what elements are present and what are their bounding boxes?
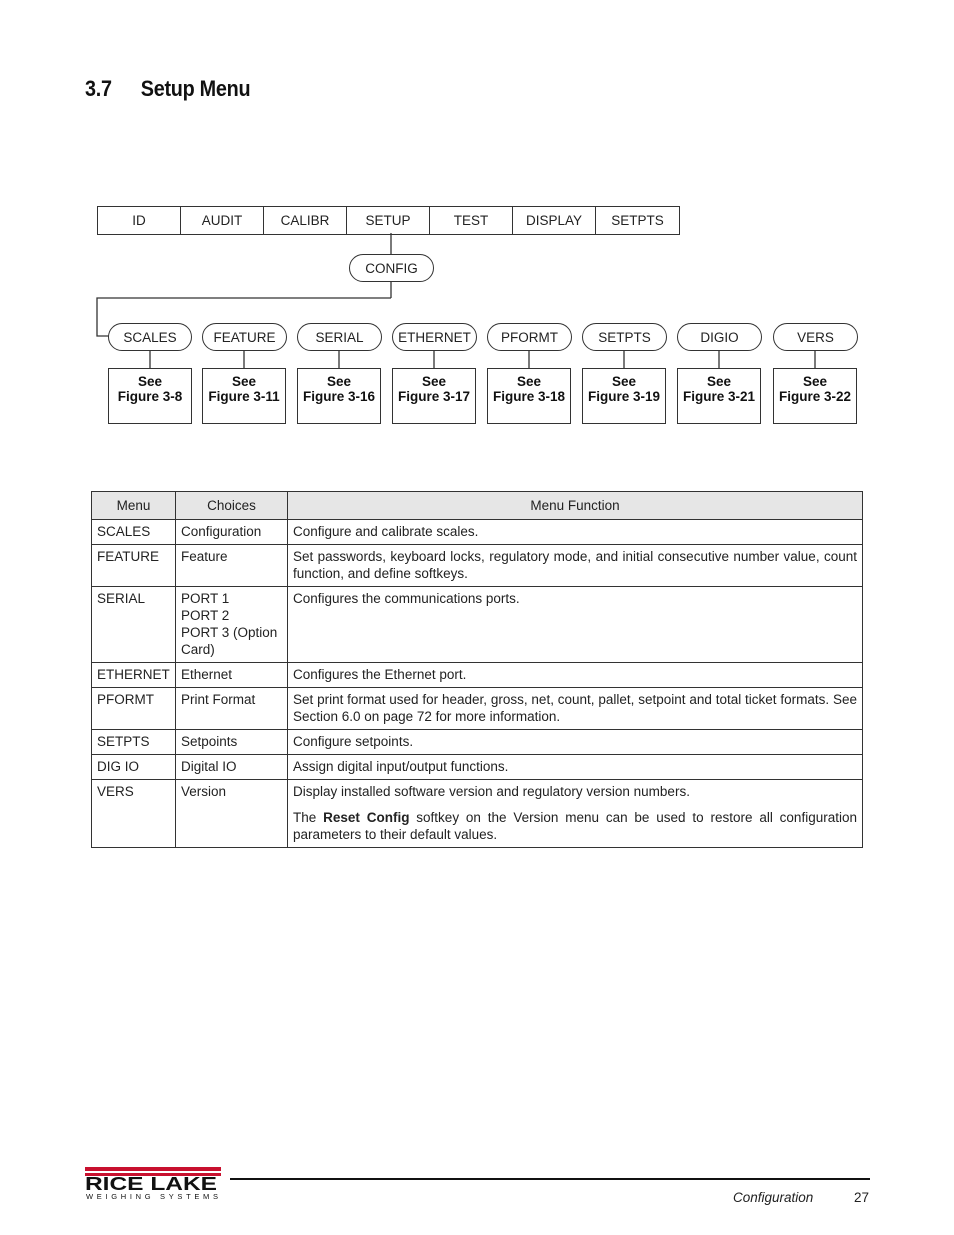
figure-ref: Figure 3-17 [397,389,471,404]
table-row [92,755,863,780]
note-suffix: softkey on the Version menu can be used to restore all configuration parameters to their default values. [293,810,857,842]
logo-subtext: WEIGHING SYSTEMS [86,1192,218,1201]
note-prefix: The [293,810,317,825]
top-menu-calibr: CALIBR [264,207,347,234]
figure-ref-serial [297,368,381,424]
choice-item: Version [181,784,227,799]
figure-ref: Figure 3-11 [208,389,280,404]
function-text: Configure and calibrate scales. [293,524,479,539]
choice-item: Setpoints [181,734,238,749]
figure-ref: Figure 3-18 [492,389,566,404]
choice-item: Print Format [181,692,256,707]
choices-cell [176,663,288,688]
top-menu-setup: SETUP [347,207,430,234]
function-text: Assign digital input/output functions. [293,759,509,774]
top-menu-test: TEST [430,207,513,234]
footer-section-name: Configuration [733,1190,814,1205]
choice-item: Ethernet [181,667,233,682]
note-softkey-name: Reset Config [323,810,410,825]
function-cell [288,545,863,587]
submenu-digio: DIGIO [677,323,762,351]
choices-cell [176,780,288,848]
function-text: Configures the communications ports. [293,591,520,606]
submenu-scales: SCALES [108,323,192,351]
top-menu-bar [97,206,680,235]
function-text: Configures the Ethernet port. [293,667,467,682]
see-label: See [137,374,163,389]
table-row [92,780,863,848]
function-text: Set passwords, keyboard locks, regulatory mode, and initial consecutive number value, count function, and define softkeys. [293,549,857,581]
function-cell [288,587,863,663]
choice-item: PORT 1 [181,591,230,606]
menu-cell: DIG IO [92,755,176,780]
table-header-row [92,492,863,520]
function-cell [288,780,863,848]
function-text: Configure setpoints. [293,734,414,749]
table-row [92,663,863,688]
choices-cell [176,587,288,663]
figure-ref-setpts [582,368,666,424]
see-label: See [516,374,542,389]
see-label: See [802,374,828,389]
choices-cell [176,755,288,780]
menu-cell: SERIAL [92,587,176,663]
table-row [92,520,863,545]
top-menu-setpts: SETPTS [611,213,664,228]
submenu-ethernet: ETHERNET [392,323,477,351]
column-header-choices: Choices [176,492,288,520]
reset-config-note [293,809,857,843]
section-title: Setup Menu [140,76,251,101]
rice-lake-logo [85,1165,225,1206]
choice-item: Feature [181,549,228,564]
figure-ref: Figure 3-16 [302,389,376,404]
choices-cell [176,545,288,587]
see-label: See [706,374,732,389]
menu-cell: SCALES [92,520,176,545]
choice-item: PORT 3 (Option Card) [181,625,278,657]
table-row [92,545,863,587]
top-menu-audit: AUDIT [181,207,264,234]
figure-ref: Figure 3-22 [778,389,852,404]
config-node: CONFIG [349,254,434,282]
figure-ref-feature [202,368,286,424]
menu-cell: VERS [92,780,176,848]
footer-rule [230,1178,870,1180]
table-row [92,730,863,755]
menu-cell: ETHERNET [92,663,176,688]
choice-item: Configuration [181,524,262,539]
menu-cell: SETPTS [92,730,176,755]
table-row [92,587,863,663]
figure-ref: Figure 3-19 [587,389,661,404]
menu-cell: FEATURE [92,545,176,587]
choices-cell [176,688,288,730]
menu-cell: PFORMT [92,688,176,730]
column-header-function: Menu Function [288,492,863,520]
submenu-pformt: PFORMT [487,323,572,351]
function-cell [288,688,863,730]
function-text: Display installed software version and regulatory version numbers. [293,784,690,799]
logo-wordmark: RICE LAKE [85,1174,217,1194]
submenu-vers: VERS [773,323,858,351]
choices-cell [176,520,288,545]
function-cell [288,730,863,755]
figure-ref-pformt [487,368,571,424]
figure-ref-scales [108,368,192,424]
column-header-menu: Menu [92,492,176,520]
see-label: See [231,374,257,389]
figure-ref: Figure 3-8 [117,389,183,404]
function-cell [288,520,863,545]
see-label: See [421,374,447,389]
figure-ref-digio [677,368,761,424]
choices-cell [176,730,288,755]
top-menu-display: DISPLAY [513,207,596,234]
see-label: See [326,374,352,389]
function-cell [288,663,863,688]
setup-menu-table [91,491,863,848]
page-number: 27 [854,1190,870,1205]
figure-ref-vers [773,368,857,424]
choice-item: Digital IO [181,759,237,774]
see-label: See [611,374,637,389]
function-text: Set print format used for header, gross, net, count, pallet, setpoint and total ticket formats. See Section 6.0 on page 72 for more information. [293,692,857,724]
function-cell [288,755,863,780]
choice-item: PORT 2 [181,608,230,623]
figure-ref: Figure 3-21 [682,389,756,404]
top-menu-id: ID [98,207,181,234]
figure-ref-ethernet [392,368,476,424]
submenu-setpts: SETPTS [582,323,667,351]
submenu-feature: FEATURE [202,323,287,351]
table-row [92,688,863,730]
submenu-serial: SERIAL [297,323,382,351]
section-number: 3.7 [85,76,112,101]
